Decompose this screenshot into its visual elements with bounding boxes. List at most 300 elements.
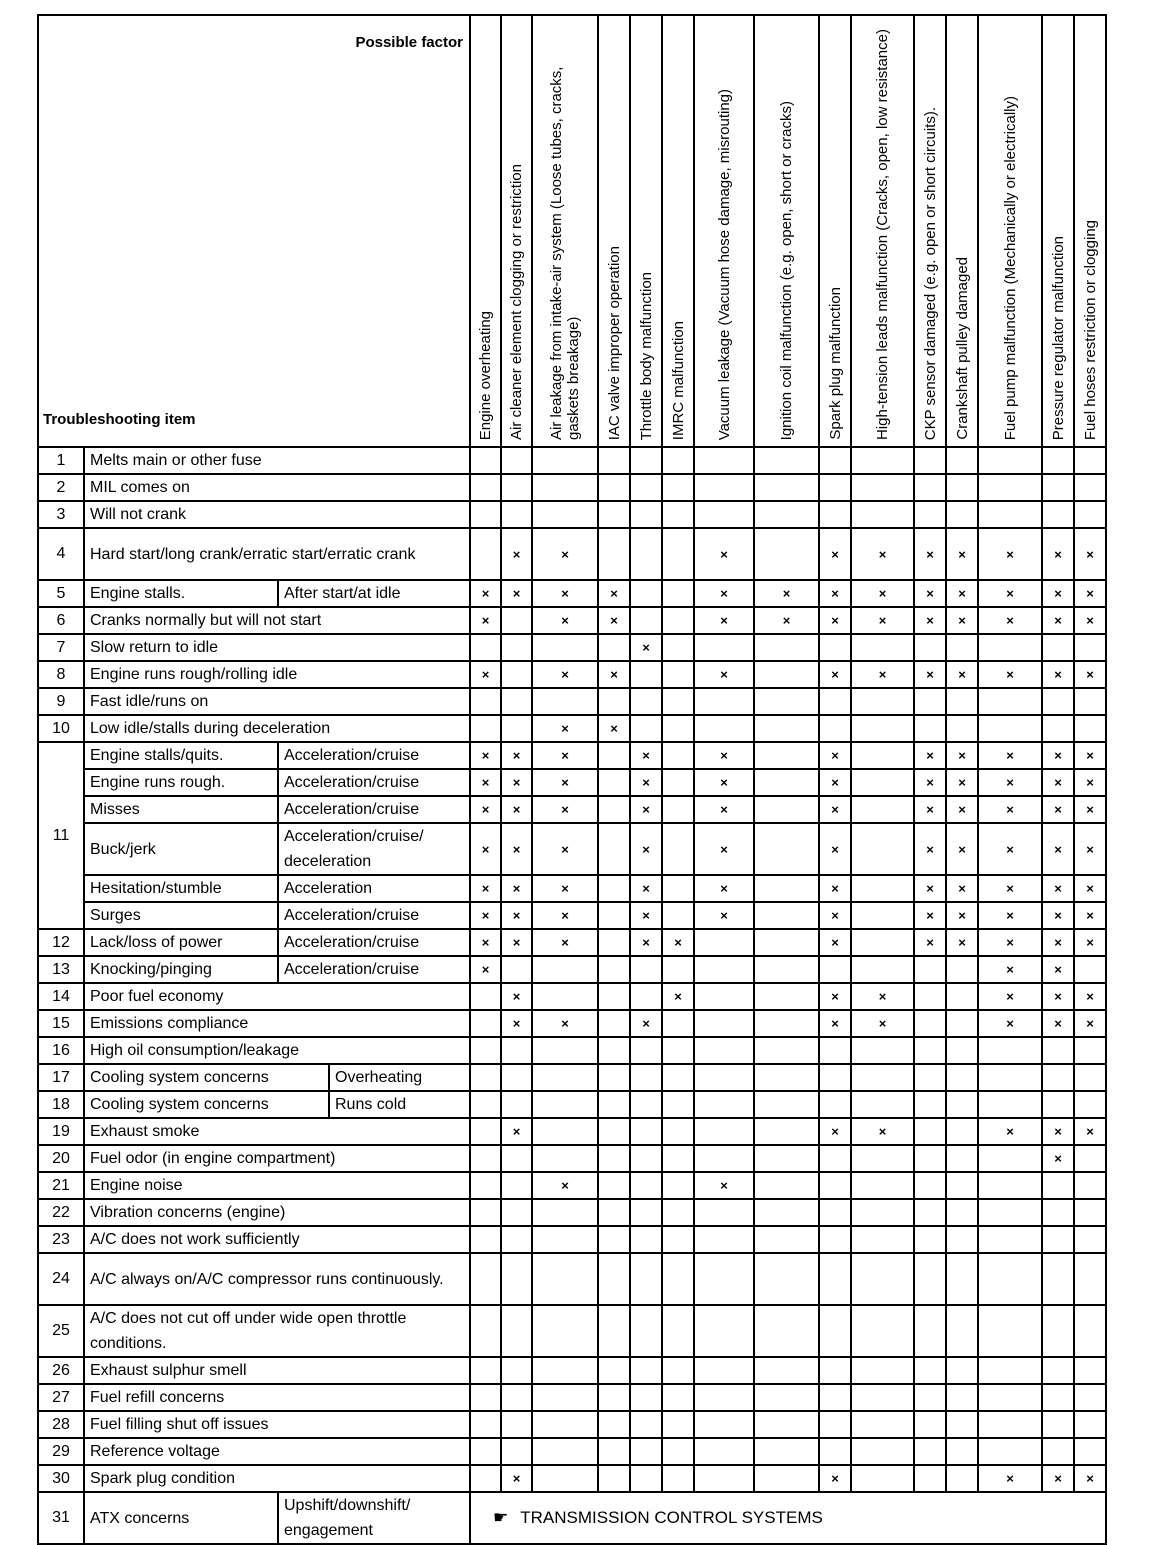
factor-header: [694, 15, 754, 447]
factor-cell: [662, 1253, 694, 1305]
factor-cell: [501, 1145, 532, 1172]
factor-cell: [819, 956, 851, 983]
factor-cell: [851, 1064, 914, 1091]
factor-cell: [946, 1357, 978, 1384]
factor-cell: [694, 1226, 754, 1253]
factor-cell: [532, 1037, 598, 1064]
factor-cell: [501, 1438, 532, 1465]
x-mark: ×: [1042, 956, 1074, 983]
factor-cell: [598, 875, 630, 902]
factor-cell: [819, 1064, 851, 1091]
x-mark: ×: [1042, 580, 1074, 607]
factor-cell: [851, 1172, 914, 1199]
factor-cell: [914, 1226, 946, 1253]
factor-cell: [598, 1305, 630, 1357]
table-row: [38, 983, 1106, 1010]
factor-cell: [851, 501, 914, 528]
table-row: [38, 956, 1106, 983]
x-mark: ×: [501, 1465, 532, 1492]
troubleshooting-item: A/C does not cut off under wide open throttle conditions.: [84, 1305, 470, 1357]
troubleshooting-item: Lack/loss of power: [84, 929, 278, 956]
reference-text: TRANSMISSION CONTROL SYSTEMS: [520, 1508, 823, 1527]
x-mark: ×: [470, 956, 501, 983]
x-mark: ×: [598, 661, 630, 688]
factor-cell: [501, 1091, 532, 1118]
x-mark: ×: [1042, 742, 1074, 769]
x-mark: ×: [694, 769, 754, 796]
x-mark: ×: [1042, 983, 1074, 1010]
factor-cell: [598, 1118, 630, 1145]
x-mark: ×: [630, 769, 662, 796]
factor-cell: [501, 1384, 532, 1411]
troubleshooting-item: Engine stalls.: [84, 580, 278, 607]
factor-cell: [754, 1305, 819, 1357]
factor-cell: [851, 1411, 914, 1438]
x-mark: ×: [946, 528, 978, 580]
factor-cell: [914, 474, 946, 501]
factor-cell: [598, 902, 630, 929]
x-mark: ×: [819, 1010, 851, 1037]
factor-cell: [598, 956, 630, 983]
troubleshooting-item: Fuel odor (in engine compartment): [84, 1145, 470, 1172]
factor-cell: [662, 1199, 694, 1226]
factor-cell: [978, 1438, 1042, 1465]
factor-cell: [598, 1226, 630, 1253]
factor-cell: [754, 823, 819, 875]
x-mark: ×: [694, 742, 754, 769]
factor-cell: [754, 447, 819, 474]
factor-cell: [946, 1145, 978, 1172]
condition: Acceleration/cruise: [278, 956, 470, 983]
factor-cell: [946, 1305, 978, 1357]
factor-cell: [662, 474, 694, 501]
factor-cell: [914, 1305, 946, 1357]
factor-cell: [470, 1305, 501, 1357]
factor-cell: [532, 1357, 598, 1384]
factor-cell: [978, 1305, 1042, 1357]
factor-cell: [851, 742, 914, 769]
factor-cell: [470, 634, 501, 661]
factor-cell: [819, 1172, 851, 1199]
factor-cell: [501, 1226, 532, 1253]
factor-cell: [662, 1384, 694, 1411]
troubleshooting-item: Will not crank: [84, 501, 470, 528]
factor-cell: [662, 1465, 694, 1492]
factor-cell: [851, 1199, 914, 1226]
x-mark: ×: [819, 796, 851, 823]
factor-cell: [1042, 1091, 1074, 1118]
factor-cell: [694, 1465, 754, 1492]
factor-cell: [914, 1172, 946, 1199]
factor-cell: [630, 1037, 662, 1064]
x-mark: ×: [470, 580, 501, 607]
factor-cell: [851, 902, 914, 929]
table-row: [38, 607, 1106, 634]
factor-cell: [754, 875, 819, 902]
factor-cell: [662, 1064, 694, 1091]
table-row: [38, 634, 1106, 661]
factor-cell: [662, 902, 694, 929]
factor-cell: [470, 983, 501, 1010]
x-mark: ×: [1074, 929, 1106, 956]
x-mark: ×: [1074, 528, 1106, 580]
factor-cell: [946, 1438, 978, 1465]
factor-cell: [662, 661, 694, 688]
row-number: 31: [38, 1492, 84, 1544]
factor-cell: [1042, 474, 1074, 501]
table-row: [38, 769, 1106, 796]
factor-cell: [754, 1091, 819, 1118]
troubleshooting-item: Reference voltage: [84, 1438, 470, 1465]
row-number: 9: [38, 688, 84, 715]
factor-cell: [754, 1438, 819, 1465]
row-number: 26: [38, 1357, 84, 1384]
factor-cell: [978, 1357, 1042, 1384]
factor-label: CKP sensor damaged (e.g. open or short circuits).: [921, 106, 939, 440]
factor-cell: [819, 1037, 851, 1064]
factor-cell: [851, 1357, 914, 1384]
x-mark: ×: [532, 661, 598, 688]
x-mark: ×: [914, 796, 946, 823]
factor-header: [1074, 15, 1106, 447]
x-mark: ×: [501, 983, 532, 1010]
row-number: 13: [38, 956, 84, 983]
troubleshooting-item: Low idle/stalls during deceleration: [84, 715, 470, 742]
factor-header: [1042, 15, 1074, 447]
row-number: 24: [38, 1253, 84, 1305]
condition: Upshift/downshift/ engagement: [278, 1492, 470, 1544]
troubleshooting-item: High oil consumption/leakage: [84, 1037, 470, 1064]
troubleshooting-item: Spark plug condition: [84, 1465, 470, 1492]
factor-cell: [630, 1411, 662, 1438]
factor-cell: [532, 634, 598, 661]
factor-cell: [978, 634, 1042, 661]
condition: Acceleration/cruise: [278, 929, 470, 956]
factor-cell: [630, 580, 662, 607]
table-row: [38, 1199, 1106, 1226]
factor-cell: [662, 769, 694, 796]
factor-cell: [630, 1118, 662, 1145]
factor-cell: [754, 1465, 819, 1492]
factor-label: IMRC malfunction: [669, 320, 687, 440]
x-mark: ×: [819, 528, 851, 580]
x-mark: ×: [914, 528, 946, 580]
factor-cell: [532, 1253, 598, 1305]
troubleshooting-item: Exhaust smoke: [84, 1118, 470, 1145]
factor-cell: [598, 983, 630, 1010]
factor-cell: [694, 956, 754, 983]
factor-cell: [630, 447, 662, 474]
factor-cell: [694, 929, 754, 956]
factor-cell: [470, 1091, 501, 1118]
factor-cell: [819, 1253, 851, 1305]
factor-cell: [532, 956, 598, 983]
factor-cell: [501, 1172, 532, 1199]
factor-cell: [1042, 1305, 1074, 1357]
factor-cell: [1074, 474, 1106, 501]
factor-cell: [598, 796, 630, 823]
x-mark: ×: [501, 742, 532, 769]
factor-cell: [1074, 1438, 1106, 1465]
x-mark: ×: [946, 580, 978, 607]
factor-cell: [470, 688, 501, 715]
troubleshooting-item: Fuel refill concerns: [84, 1384, 470, 1411]
table-row: [38, 1145, 1106, 1172]
factor-cell: [819, 1145, 851, 1172]
factor-cell: [694, 634, 754, 661]
factor-cell: [662, 1411, 694, 1438]
factor-cell: [1042, 634, 1074, 661]
x-mark: ×: [1042, 875, 1074, 902]
factor-cell: [630, 1064, 662, 1091]
factor-cell: [630, 528, 662, 580]
x-mark: ×: [1042, 1118, 1074, 1145]
factor-cell: [630, 1226, 662, 1253]
x-mark: ×: [532, 769, 598, 796]
table-row: [38, 823, 1106, 875]
factor-cell: [694, 1145, 754, 1172]
factor-cell: [1074, 1064, 1106, 1091]
factor-label: Crankshaft pulley damaged: [953, 257, 971, 440]
factor-cell: [754, 929, 819, 956]
factor-cell: [662, 956, 694, 983]
troubleshooting-item: ATX concerns: [84, 1492, 278, 1544]
factor-header: [914, 15, 946, 447]
factor-cell: [978, 1172, 1042, 1199]
troubleshooting-item: Knocking/pinging: [84, 956, 278, 983]
factor-cell: [754, 661, 819, 688]
troubleshooting-item: Vibration concerns (engine): [84, 1199, 470, 1226]
factor-cell: [501, 447, 532, 474]
factor-cell: [694, 1091, 754, 1118]
x-mark: ×: [914, 823, 946, 875]
factor-label: IAC valve improper operation: [605, 245, 623, 440]
x-mark: ×: [978, 1465, 1042, 1492]
factor-cell: [1074, 1145, 1106, 1172]
x-mark: ×: [501, 875, 532, 902]
factor-label: Engine overheating: [477, 310, 494, 440]
x-mark: ×: [851, 528, 914, 580]
factor-cell: [630, 474, 662, 501]
x-mark: ×: [819, 661, 851, 688]
factor-cell: [501, 1357, 532, 1384]
x-mark: ×: [978, 607, 1042, 634]
factor-cell: [630, 1199, 662, 1226]
x-mark: ×: [946, 875, 978, 902]
factor-cell: [914, 1118, 946, 1145]
factor-cell: [630, 1438, 662, 1465]
factor-cell: [598, 1438, 630, 1465]
troubleshooting-item-label: Troubleshooting item: [43, 411, 196, 428]
x-mark: ×: [978, 929, 1042, 956]
x-mark: ×: [1074, 823, 1106, 875]
factor-cell: [914, 1438, 946, 1465]
x-mark: ×: [819, 1465, 851, 1492]
factor-cell: [501, 634, 532, 661]
factor-cell: [978, 474, 1042, 501]
troubleshooting-item: Hard start/long crank/erratic start/erratic crank: [84, 528, 470, 580]
factor-cell: [598, 1037, 630, 1064]
x-mark: ×: [470, 902, 501, 929]
factor-cell: [598, 501, 630, 528]
factor-cell: [1042, 1172, 1074, 1199]
factor-cell: [630, 688, 662, 715]
x-mark: ×: [470, 823, 501, 875]
x-mark: ×: [630, 823, 662, 875]
x-mark: ×: [914, 929, 946, 956]
x-mark: ×: [470, 769, 501, 796]
factor-cell: [532, 501, 598, 528]
factor-cell: [946, 983, 978, 1010]
factor-cell: [1074, 1384, 1106, 1411]
factor-cell: [470, 1384, 501, 1411]
factor-cell: [630, 1091, 662, 1118]
factor-cell: [470, 1064, 501, 1091]
factor-cell: [1042, 1411, 1074, 1438]
table-row: [38, 875, 1106, 902]
factor-cell: [1074, 1091, 1106, 1118]
factor-label: Air leakage from intake-air system (Loose tubes, cracks, gaskets breakage): [548, 66, 582, 440]
factor-cell: [501, 1037, 532, 1064]
troubleshooting-item: Hesitation/stumble: [84, 875, 278, 902]
factor-cell: [851, 769, 914, 796]
troubleshooting-item: Emissions compliance: [84, 1010, 470, 1037]
reference-link[interactable]: [470, 1492, 1106, 1544]
factor-cell: [851, 875, 914, 902]
row-number: 14: [38, 983, 84, 1010]
x-mark: ×: [851, 661, 914, 688]
factor-cell: [754, 1226, 819, 1253]
factor-cell: [662, 1091, 694, 1118]
x-mark: ×: [946, 796, 978, 823]
troubleshooting-item: Surges: [84, 902, 278, 929]
header-corner: [38, 15, 470, 447]
factor-cell: [662, 1226, 694, 1253]
x-mark: ×: [978, 875, 1042, 902]
factor-cell: [1074, 1037, 1106, 1064]
row-number: 27: [38, 1384, 84, 1411]
factor-cell: [630, 1465, 662, 1492]
x-mark: ×: [694, 1172, 754, 1199]
factor-cell: [914, 1064, 946, 1091]
x-mark: ×: [1042, 1145, 1074, 1172]
table-row: [38, 501, 1106, 528]
factor-cell: [1042, 1037, 1074, 1064]
factor-cell: [662, 580, 694, 607]
factor-cell: [694, 447, 754, 474]
row-number: 19: [38, 1118, 84, 1145]
factor-cell: [914, 634, 946, 661]
x-mark: ×: [1074, 1118, 1106, 1145]
factor-header: [630, 15, 662, 447]
row-number: 23: [38, 1226, 84, 1253]
row-number: 28: [38, 1411, 84, 1438]
x-mark: ×: [1074, 769, 1106, 796]
factor-cell: [946, 1172, 978, 1199]
factor-label: Spark plug malfunction: [826, 287, 844, 440]
factor-cell: [754, 715, 819, 742]
condition: Acceleration: [278, 875, 470, 902]
x-mark: ×: [914, 902, 946, 929]
x-mark: ×: [1042, 823, 1074, 875]
troubleshooting-item: Engine runs rough/rolling idle: [84, 661, 470, 688]
x-mark: ×: [1074, 580, 1106, 607]
table-row: [38, 1118, 1106, 1145]
x-mark: ×: [851, 580, 914, 607]
factor-cell: [470, 1253, 501, 1305]
row-number: 30: [38, 1465, 84, 1492]
troubleshooting-table: [37, 14, 1107, 1545]
x-mark: ×: [662, 929, 694, 956]
factor-cell: [694, 501, 754, 528]
x-mark: ×: [978, 983, 1042, 1010]
factor-cell: [946, 474, 978, 501]
factor-cell: [662, 715, 694, 742]
factor-cell: [754, 1384, 819, 1411]
table-row: [38, 528, 1106, 580]
condition: Acceleration/cruise: [278, 742, 470, 769]
x-mark: ×: [630, 929, 662, 956]
x-mark: ×: [470, 742, 501, 769]
factor-cell: [501, 1411, 532, 1438]
troubleshooting-item: Engine noise: [84, 1172, 470, 1199]
factor-cell: [662, 1357, 694, 1384]
factor-cell: [532, 1145, 598, 1172]
factor-cell: [914, 1091, 946, 1118]
row-number: 6: [38, 607, 84, 634]
factor-cell: [532, 1465, 598, 1492]
row-number: 3: [38, 501, 84, 528]
factor-label: Vacuum leakage (Vacuum hose damage, misrouting): [715, 88, 733, 440]
factor-cell: [662, 1037, 694, 1064]
factor-cell: [978, 447, 1042, 474]
factor-cell: [1042, 688, 1074, 715]
x-mark: ×: [630, 634, 662, 661]
row-number: 7: [38, 634, 84, 661]
factor-cell: [630, 501, 662, 528]
factor-cell: [501, 1253, 532, 1305]
factor-cell: [819, 688, 851, 715]
x-mark: ×: [819, 580, 851, 607]
x-mark: ×: [694, 796, 754, 823]
factor-cell: [754, 1253, 819, 1305]
troubleshooting-item: MIL comes on: [84, 474, 470, 501]
x-mark: ×: [501, 796, 532, 823]
x-mark: ×: [978, 528, 1042, 580]
factor-cell: [630, 1384, 662, 1411]
troubleshooting-item: Misses: [84, 796, 278, 823]
table-row: [38, 1465, 1106, 1492]
factor-cell: [532, 447, 598, 474]
factor-cell: [532, 474, 598, 501]
factor-cell: [819, 1438, 851, 1465]
x-mark: ×: [630, 742, 662, 769]
factor-cell: [946, 1253, 978, 1305]
factor-cell: [754, 1037, 819, 1064]
x-mark: ×: [532, 875, 598, 902]
factor-cell: [470, 1357, 501, 1384]
x-mark: ×: [946, 929, 978, 956]
factor-cell: [851, 1253, 914, 1305]
factor-cell: [1042, 1199, 1074, 1226]
x-mark: ×: [532, 528, 598, 580]
x-mark: ×: [501, 929, 532, 956]
factor-cell: [754, 501, 819, 528]
factor-cell: [851, 956, 914, 983]
table-row: [38, 742, 1106, 769]
factor-cell: [914, 1384, 946, 1411]
row-number: 12: [38, 929, 84, 956]
